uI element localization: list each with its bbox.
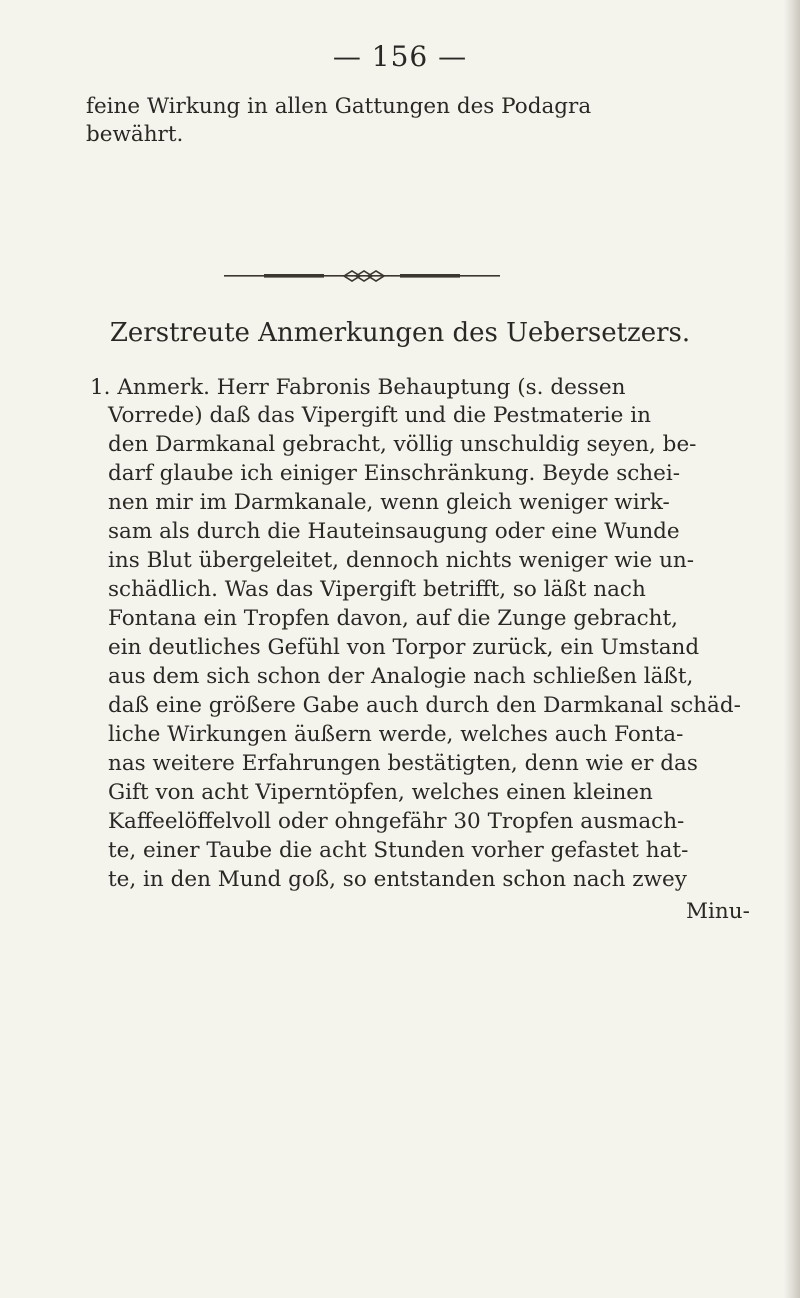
ornamental-rule-icon bbox=[224, 270, 500, 282]
text-line: Fontana ein Tropfen davon, auf die Zunge gebracht, bbox=[108, 606, 678, 631]
text-line: schädlich. Was das Vipergift betrifft, so läßt nach bbox=[108, 577, 646, 602]
section-heading: Zerstreute Anmerkungen des Uebersetzers. bbox=[109, 318, 691, 348]
text-line: nas weitere Erfahrungen bestätigten, denn wie er das bbox=[108, 751, 698, 776]
text-line: feine Wirkung in allen Gattungen des Podagra bbox=[86, 94, 592, 119]
text-line: 1. Anmerk. Herr Fabronis Behauptung (s. dessen bbox=[90, 375, 626, 400]
text-line: Gift von acht Viperntöpfen, welches einen kleinen bbox=[108, 780, 653, 805]
text-line: liche Wirkungen äußern werde, welches auch Fonta- bbox=[108, 722, 684, 747]
text-line: Vorrede) daß das Vipergift und die Pestmaterie in bbox=[108, 403, 651, 428]
text-line: ins Blut übergeleitet, dennoch nichts weniger wie un- bbox=[108, 548, 695, 573]
text-line: darf glaube ich einiger Einschränkung. Beyde schei- bbox=[108, 461, 681, 486]
text-line: Kaffeelöffelvoll oder ohngefähr 30 Tropfen ausmach- bbox=[108, 809, 685, 834]
text-line: den Darmkanal gebracht, völlig unschuldig seyen, be- bbox=[108, 432, 697, 457]
page-number: — 156 — bbox=[332, 40, 468, 73]
text-line: nen mir im Darmkanale, wenn gleich weniger wirk- bbox=[108, 490, 670, 515]
text-line: ein deutliches Gefühl von Torpor zurück, ein Umstand bbox=[108, 635, 700, 660]
catchword: Minu- bbox=[686, 899, 750, 924]
text-line: aus dem sich schon der Analogie nach schließen läßt, bbox=[108, 664, 694, 689]
text-line: daß eine größere Gabe auch durch den Darmkanal schäd- bbox=[108, 693, 741, 718]
text-line: te, einer Taube die acht Stunden vorher gefastet hat- bbox=[108, 838, 689, 863]
page-edge bbox=[784, 0, 800, 1298]
text-line: te, in den Mund goß, so entstanden schon nach zwey bbox=[108, 867, 687, 892]
text-line: bewährt. bbox=[86, 122, 184, 147]
text-line: sam als durch die Hauteinsaugung oder eine Wunde bbox=[108, 519, 680, 544]
